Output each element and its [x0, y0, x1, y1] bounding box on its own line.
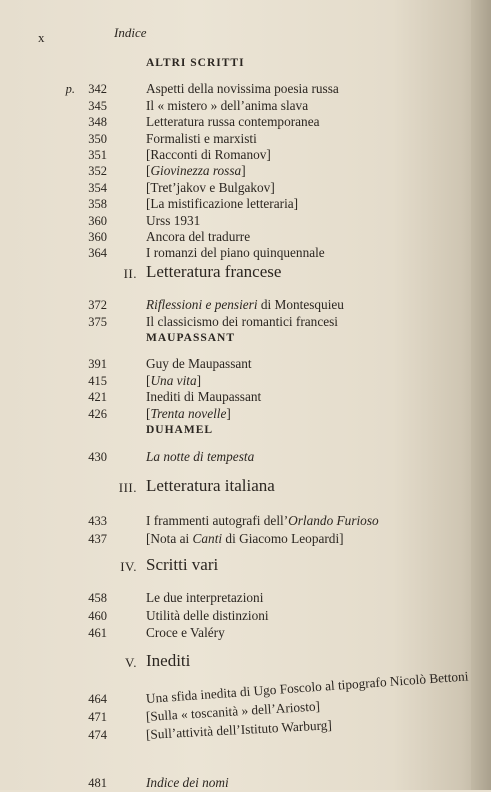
- page-number-value: 360: [88, 214, 107, 228]
- page-number: [0, 726, 107, 744]
- page-number: [0, 530, 107, 548]
- section-title: Scritti vari: [146, 555, 219, 574]
- page-number: [0, 589, 107, 607]
- toc-entry[interactable]: [0, 607, 471, 625]
- title-part: Inediti di Maupassant: [146, 389, 262, 404]
- page-number-value: 461: [88, 626, 107, 640]
- toc-entry[interactable]: [0, 405, 471, 423]
- title-part: Le due interpretazioni: [146, 590, 264, 605]
- page-number-value: 354: [88, 181, 107, 195]
- page-number: [0, 80, 107, 98]
- section-title: Inediti: [146, 651, 191, 670]
- title-part: I frammenti autografi dell’: [146, 513, 289, 528]
- title-part: Croce e Valéry: [146, 625, 225, 640]
- page-number-value: 342: [88, 82, 107, 96]
- title-part: Indice dei nomi: [146, 775, 229, 790]
- toc-entry[interactable]: [0, 296, 471, 314]
- title-part: ]: [226, 406, 231, 421]
- title-part: ]: [241, 163, 246, 178]
- section-roman: III.: [118, 480, 137, 495]
- title-part: Il « mistero » dell’anima slava: [146, 98, 309, 113]
- title-part: [Racconti di Romanov]: [146, 147, 271, 162]
- page-number: [0, 512, 107, 530]
- entry-title: [146, 162, 246, 180]
- page-number: [0, 113, 107, 131]
- page-number-value: 358: [88, 197, 107, 211]
- title-part: Guy de Maupassant: [146, 356, 252, 371]
- entry-title: [146, 313, 338, 331]
- page-number: [0, 448, 107, 466]
- entry-title: [146, 388, 261, 406]
- page-number-value: 372: [88, 298, 107, 312]
- facing-page-edge: [471, 0, 491, 790]
- page-number-value: 345: [88, 99, 107, 113]
- page-number: [0, 195, 107, 213]
- entry-title: [146, 405, 231, 423]
- subsection-heading: DUHAMEL: [146, 424, 214, 436]
- page-number-value: 391: [88, 357, 107, 371]
- section-roman: V.: [125, 655, 137, 670]
- page-number: [0, 355, 107, 373]
- toc-entry[interactable]: [0, 512, 471, 530]
- page-prefix: p.: [65, 82, 75, 96]
- page-number-value: 471: [88, 710, 107, 724]
- entry-title: [146, 530, 344, 548]
- page-number-roman: x: [38, 30, 45, 45]
- entry-title: [146, 296, 344, 314]
- page-number: [0, 708, 107, 726]
- page-number-value: 421: [88, 390, 107, 404]
- toc-entry[interactable]: [0, 624, 471, 642]
- title-part: [La mistificazione letteraria]: [146, 196, 299, 211]
- section-roman: II.: [123, 266, 137, 281]
- page-number-value: 364: [88, 246, 107, 260]
- page-number: [0, 162, 107, 180]
- title-part: Il classicismo dei romantici francesi: [146, 314, 338, 329]
- title-part: [: [146, 163, 151, 178]
- title-part: Riflessioni e pensieri: [146, 297, 258, 312]
- title-part: I romanzi del piano quinquennale: [146, 245, 325, 260]
- page-number: [0, 244, 107, 262]
- page-number-value: 352: [88, 164, 107, 178]
- toc-entry[interactable]: [0, 113, 471, 131]
- section-roman: IV.: [120, 559, 137, 574]
- title-part: Urss 1931: [146, 213, 201, 228]
- page-number-value: 430: [88, 450, 107, 464]
- page-number-value: 375: [88, 315, 107, 329]
- page-number-value: 350: [88, 132, 107, 146]
- entry-title: [146, 624, 225, 642]
- title-part: Orlando Furioso: [288, 513, 379, 528]
- title-part: Ancora del tradurre: [146, 229, 251, 244]
- title-part: [Nota ai: [146, 531, 193, 546]
- page-number-value: 433: [88, 514, 107, 528]
- title-part: [Sull’attività dell’Istituto Warburg]: [145, 717, 333, 742]
- title-part: di Montesquieu: [257, 297, 344, 312]
- title-part: Utilità delle distinzioni: [146, 608, 269, 623]
- toc-entry[interactable]: [0, 244, 471, 262]
- page-number-value: 464: [88, 692, 107, 706]
- title-part: [Sulla « toscanità » dell’Ariosto]: [145, 698, 321, 724]
- entry-title: [146, 607, 269, 625]
- entry-title: [146, 355, 252, 373]
- title-part: Una sfida inedita di Ugo Foscolo al tipografo Nicolò Bettoni: [145, 668, 469, 706]
- page-number: [0, 774, 107, 792]
- page-number: [0, 405, 107, 423]
- subsection-heading: ALTRI SCRITTI: [146, 57, 245, 69]
- section-title: Letteratura italiana: [146, 476, 275, 495]
- entry-title: [146, 512, 379, 530]
- page-number-value: 481: [88, 776, 107, 790]
- title-part: Giovinezza rossa: [150, 163, 242, 178]
- subsection-heading: MAUPASSANT: [146, 332, 236, 344]
- toc-entry[interactable]: [0, 774, 471, 792]
- toc-entry[interactable]: [0, 355, 471, 373]
- title-part: ]: [196, 373, 202, 388]
- page-number-value: 426: [88, 407, 107, 421]
- page-number-value: 348: [88, 115, 107, 129]
- entry-title: [146, 80, 339, 98]
- title-part: Aspetti della novissima poesia russa: [146, 81, 339, 96]
- section-title: Letteratura francese: [146, 262, 282, 281]
- page-number-value: 458: [88, 591, 107, 605]
- page-number-value: 437: [88, 532, 107, 546]
- page-number-value: 360: [88, 230, 107, 244]
- title-part: di Giacomo Leopardi]: [222, 531, 344, 546]
- toc-entry[interactable]: [0, 589, 471, 607]
- entry-title: [146, 244, 325, 262]
- title-part: Trenta novelle: [150, 406, 227, 421]
- page-number-value: 460: [88, 609, 107, 623]
- entry-title: [146, 589, 263, 607]
- entry-title: [146, 774, 229, 792]
- entry-title: [146, 448, 254, 466]
- page-number-value: 474: [88, 728, 107, 742]
- title-part: [Tret’jakov e Bulgakov]: [146, 180, 275, 195]
- toc-entry[interactable]: [0, 448, 471, 466]
- toc-entry[interactable]: [0, 388, 471, 406]
- page-number: [0, 313, 107, 331]
- title-part: [: [146, 406, 151, 421]
- page-number: [0, 624, 107, 642]
- running-title: Indice: [114, 25, 147, 40]
- title-part: Letteratura russa contemporanea: [146, 114, 320, 129]
- toc-entry[interactable]: [0, 313, 471, 331]
- page-number: [0, 388, 107, 406]
- title-part: [: [146, 373, 151, 388]
- toc-entry[interactable]: [0, 80, 471, 98]
- entry-title: [146, 113, 320, 131]
- toc-entry[interactable]: [0, 162, 471, 180]
- title-part: Una vita: [150, 373, 197, 388]
- toc-entry[interactable]: [0, 530, 471, 548]
- title-part: La notte di tempesta: [146, 449, 255, 464]
- page-number-value: 415: [88, 374, 107, 388]
- page-number-value: 351: [88, 148, 107, 162]
- title-part: Canti: [192, 531, 223, 546]
- page-number: [0, 296, 107, 314]
- toc-entry[interactable]: [0, 195, 471, 213]
- page-number: [0, 690, 107, 708]
- entry-title: [146, 195, 298, 213]
- page-number: [0, 607, 107, 625]
- title-part: Formalisti e marxisti: [146, 131, 257, 146]
